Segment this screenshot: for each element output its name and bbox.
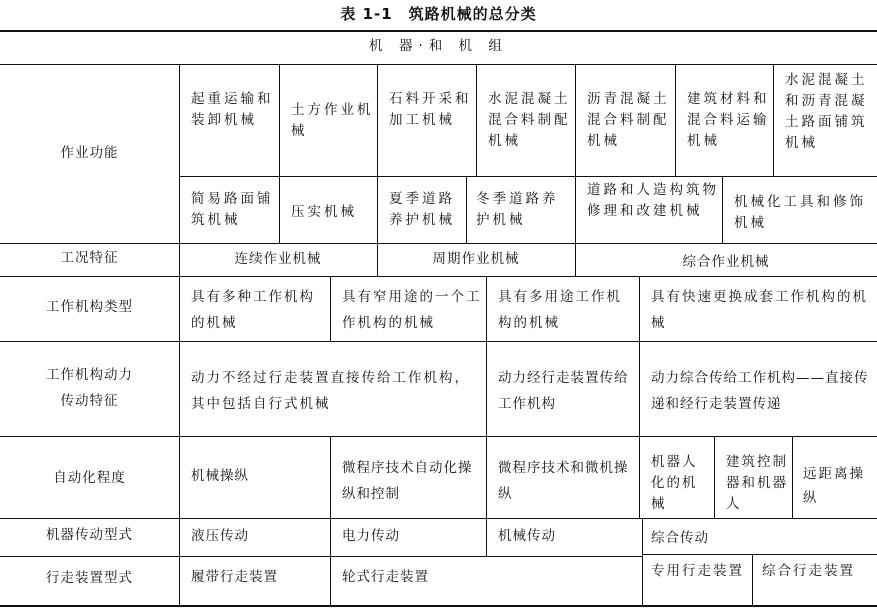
rule-v <box>642 518 643 605</box>
rule-function <box>0 243 877 244</box>
function-cell: 土方作业机械 <box>291 102 374 139</box>
table-number: 表 1-1 <box>340 5 393 23</box>
label-automation: 自动化程度 <box>53 470 126 486</box>
label-mechanism: 工作机构类型 <box>46 299 133 315</box>
rule-v <box>377 176 378 243</box>
rule-function-mid <box>179 176 877 177</box>
rule-v <box>639 436 640 518</box>
rule-automation <box>0 518 877 519</box>
rule-mechanism <box>0 341 877 342</box>
label-power-1: 工作机构动力 <box>46 367 133 383</box>
rule-v <box>773 64 774 176</box>
mechanism-cell: 具有窄用途的一个工作机构的机械 <box>342 289 482 331</box>
mechanism-cell: 具有多种工作机构的机械 <box>191 289 315 331</box>
rule-v <box>476 64 477 176</box>
function-cell: 水泥混凝土和沥青混凝土路面铺筑机械 <box>785 72 868 151</box>
function-cell: 冬季道路养护机械 <box>476 191 559 228</box>
function-cell: 简易路面铺筑机械 <box>191 191 274 228</box>
mechanism-cell: 具有多用途工作机构的机械 <box>498 289 622 331</box>
rule-v <box>675 64 676 176</box>
rule-v <box>486 436 487 518</box>
rule-transmission-left <box>0 556 642 557</box>
condition-cell: 连续作业机械 <box>234 251 322 267</box>
travel-cell: 综合行走装置 <box>762 563 855 579</box>
rule-v <box>486 518 487 556</box>
rule-v <box>486 276 487 341</box>
function-cell: 起重运输和装卸机械 <box>191 91 274 128</box>
transmission-cell: 电力传动 <box>342 528 400 544</box>
rule-v <box>752 554 753 605</box>
rule-v <box>575 64 576 176</box>
table-title <box>0 3 877 24</box>
rule-transmission-right <box>642 554 877 555</box>
label-power-2: 传动特征 <box>60 393 119 409</box>
automation-cell: 建筑控制器和机器人 <box>726 454 788 512</box>
function-cell: 石料开采和加工机械 <box>389 91 472 128</box>
rule-v <box>377 64 378 176</box>
travel-cell: 轮式行走装置 <box>342 569 429 585</box>
label-transmission: 机器传动型式 <box>46 527 133 543</box>
function-cell: 夏季道路养护机械 <box>389 191 455 228</box>
function-cell: 沥青混凝土混合料制配机械 <box>587 91 670 149</box>
transmission-cell: 机械传动 <box>498 528 556 544</box>
label-travel: 行走装置型式 <box>46 570 133 586</box>
automation-cell: 微程序技术和微机操纵 <box>498 460 629 502</box>
function-cell: 压实机械 <box>291 204 357 220</box>
rule-v <box>639 341 640 436</box>
group-header: 机 器·和 机 组 <box>369 38 508 54</box>
power-cell: 动力不经过行走装置直接传给工作机构，其中包括自行式机械 <box>191 370 470 412</box>
automation-cell: 远距离操纵 <box>803 466 865 506</box>
automation-cell: 机器人化的机械 <box>651 454 698 512</box>
travel-cell: 专用行走装置 <box>651 563 744 579</box>
rule-v <box>486 341 487 436</box>
label-function: 作业功能 <box>60 145 119 161</box>
function-cell: 建筑材料和混合料运输机械 <box>687 91 770 149</box>
rule-top <box>0 30 877 32</box>
mechanism-cell: 具有快速更换成套工作机构的机械 <box>651 289 868 331</box>
rule-v <box>575 176 576 243</box>
function-cell: 机械化工具和修饰机械 <box>734 194 866 231</box>
transmission-cell: 液压传动 <box>191 528 249 544</box>
function-cell: 道路和人造构筑物修理和改建机械 <box>587 182 719 219</box>
rule-v <box>330 556 331 605</box>
rule-v <box>330 436 331 518</box>
rule-v <box>639 276 640 341</box>
function-cell: 水泥混凝土混合料制配机械 <box>488 91 571 149</box>
rule-bottom <box>0 605 877 607</box>
condition-cell: 周期作业机械 <box>432 251 520 267</box>
rule-v <box>722 176 723 243</box>
power-cell: 动力综合传给工作机构——直接传递和经行走装置传递 <box>651 370 869 412</box>
travel-cell: 履带行走装置 <box>191 569 278 585</box>
power-cell: 动力经行走装置传给工作机构 <box>498 370 629 412</box>
rule-v <box>279 64 280 176</box>
rule-v <box>330 518 331 556</box>
rule-v <box>279 176 280 243</box>
rule-condition <box>0 276 877 277</box>
rule-v <box>466 176 467 243</box>
rule-power <box>0 436 877 437</box>
transmission-cell: 综合传动 <box>651 530 709 546</box>
rule-v <box>330 276 331 341</box>
automation-cell: 微程序技术自动化操纵和控制 <box>342 460 473 502</box>
rule-v <box>714 436 715 518</box>
label-condition: 工况特征 <box>60 250 119 266</box>
rule-label-col <box>179 64 180 605</box>
rule-header <box>0 64 877 65</box>
condition-cell: 综合作业机械 <box>682 254 770 270</box>
automation-cell: 机械操纵 <box>191 468 249 484</box>
table-caption: 筑路机械的总分类 <box>408 5 537 23</box>
rule-v <box>792 436 793 518</box>
